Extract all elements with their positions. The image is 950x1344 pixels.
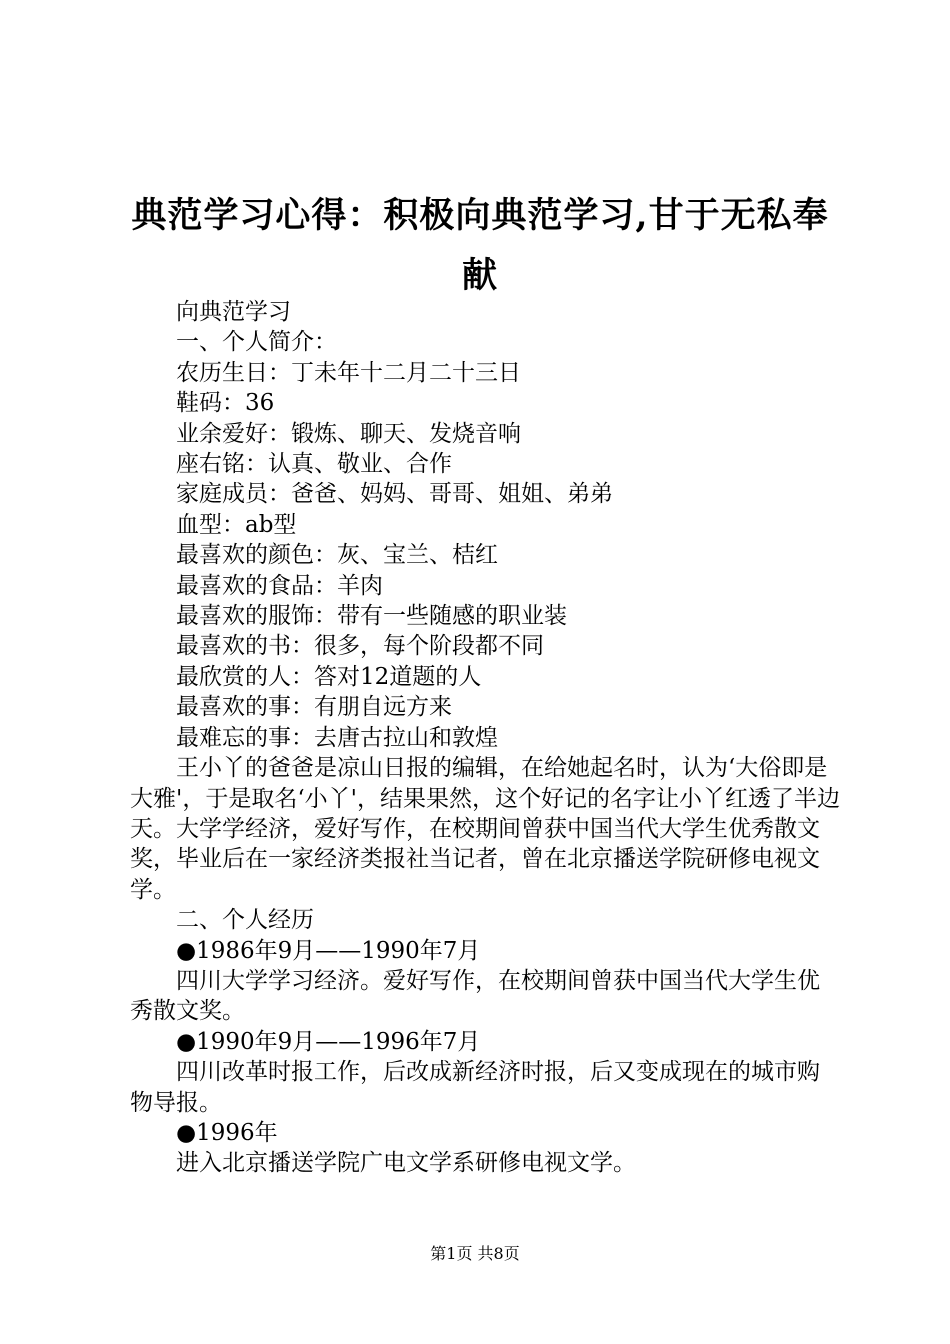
paragraph: 最喜欢的事：有朋自远方来 xyxy=(176,694,452,721)
paragraph: 最喜欢的颜色：灰、宝兰、桔红 xyxy=(176,542,498,569)
paragraph: 农历生日：丁未年十二月二十三日 xyxy=(176,359,521,386)
document-body xyxy=(130,297,840,1179)
paragraph: 四川大学学习经济。爱好写作，在校期间曾获中国当代大学生优秀散文奖。 xyxy=(130,967,820,1025)
paragraph: 最喜欢的食品：羊肉 xyxy=(176,572,383,599)
paragraph: 一、个人简介： xyxy=(176,329,337,356)
paragraph: 王小丫的爸爸是凉山日报的编辑，在给她起名时，认为‘大俗即是大雅'，于是取名‘小丫'，结果果然，这个好记的名字让小丫红透了半边天。大学学经济，爱好写作，在校期间曾获中国当代大学生优秀散文奖，毕业后在一家经济类报社当记者，曾在北京播送学院研修电视文学。 xyxy=(130,755,840,903)
paragraph: 四川改革时报工作，后改成新经济时报，后又变成现在的城市购物导报。 xyxy=(130,1059,820,1116)
paragraph: 家庭成员：爸爸、妈妈、哥哥、姐姐、弟弟 xyxy=(176,481,613,508)
paragraph: 业余爱好：锻炼、聊天、发烧音响 xyxy=(176,420,521,447)
paragraph: 鞋码：36 xyxy=(176,390,275,417)
paragraph: 座右铭：认真、敬业、合作 xyxy=(176,451,452,478)
paragraph: ●1990年9月——1996年7月 xyxy=(176,1028,481,1055)
paragraph: 二、个人经历 xyxy=(176,907,314,934)
document-title: 典范学习心得：积极向典范学习,甘于无私奉献 xyxy=(131,195,829,296)
paragraph: 血型：ab型 xyxy=(176,511,297,538)
paragraph: 向典范学习 xyxy=(176,299,291,325)
paragraph: 进入北京播送学院广电文学系研修电视文学。 xyxy=(176,1150,636,1177)
paragraph: ●1996年 xyxy=(176,1119,278,1146)
paragraph: ●1986年9月——1990年7月 xyxy=(176,937,481,964)
page-footer: 第1页 共8页 xyxy=(430,1244,520,1263)
paragraph: 最喜欢的书：很多，每个阶段都不同 xyxy=(176,633,544,660)
paragraph: 最欣赏的人：答对12道题的人 xyxy=(176,663,482,690)
paragraph: 最难忘的事：去唐古拉山和敦煌 xyxy=(176,724,498,751)
paragraph: 最喜欢的服饰：带有一些随感的职业装 xyxy=(176,603,567,630)
